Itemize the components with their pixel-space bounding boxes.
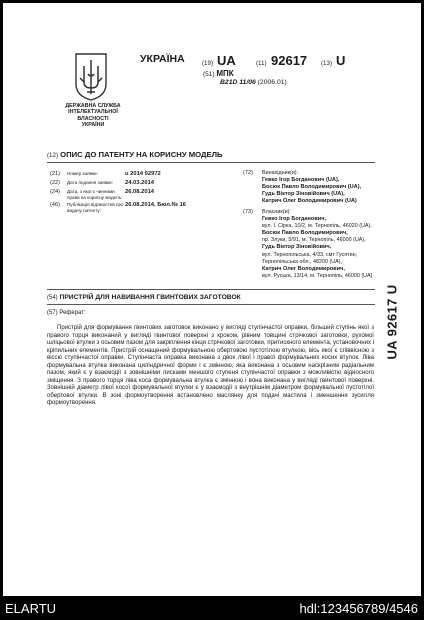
field-label: Дата подання заявки:: [67, 180, 113, 185]
field-code: (22): [50, 180, 60, 186]
owners-block: [243, 209, 378, 280]
agency-line: ІНТЕЛЕКТУАЛЬНОЇ: [68, 109, 118, 116]
code-12: (12): [47, 152, 59, 159]
abstract-text: Пристрій для формування гвинтових заготовок виконано у вигляді ступінчастої оправки, більший ступінь якої з правого торця виконаний у вигляді гвинтової поверхні з кроком, рівним товщині стрічкової заготовки, рухомої шліцьової втулки з осьовим пазом для закріплення кінця стрічкової заготовки, притискного елемента, установочних і кріпильних елементів. Пристрій оснащений формувальною обертовою пустотілою втулкою, вісь якої є співвісною з віссю ступінчастої оправки. Ступінчаста оправка виконана з двох лівої і правої формувальних косих втулок. Ліва формувальна втулка виконана циліндричної форми і є змінною, яка виконана з осьовим наскрізним радіальним пазом, який є у взаємодії з зовнішніми лисками меншого ступеня ступінчастої оправки з можливістю відносного зміщення. З правого торця ліва коса формувальна втулка є змінною і вона виконана у вигляді гвинтової поверхні. Зовнішній діаметр лівої косої формувальної втулки є у взаємодії з внутрішнім діаметром формувальної пустотілої обертової втулки. В зоні формоутворення встановлено маслянку для подачі мастила і зменшення зусилля формоутворення.: [47, 325, 374, 407]
owner-address: вул. Руська, 13/14, м. Тернопіль, 46000 (UA): [262, 272, 373, 279]
country-name: УКРАЇНА: [140, 53, 185, 65]
field-value: 26.08.2014: [125, 189, 155, 195]
code-13: (13): [321, 60, 333, 67]
field-row: [50, 202, 230, 213]
invention-title: [47, 294, 241, 301]
owner-name: Гевко Ігор Богданович,: [262, 216, 327, 223]
inventor-name: Гевко Ігор Богданович (UA),: [262, 177, 340, 184]
inventors-label: Винахідник(и):: [262, 170, 299, 176]
owner-name: Босюк Павло Володимирович,: [262, 230, 348, 237]
field-value: 24.03.2014: [125, 180, 155, 186]
divider: [47, 304, 375, 305]
owner-name: Гудь Віктор Зіновійович,: [262, 244, 332, 251]
ipc-class: B21D 11/06: [220, 79, 256, 86]
agency-line: УКРАЇНИ: [81, 121, 105, 128]
abstract-label: Реферат:: [59, 310, 86, 316]
kind-code: U: [336, 53, 346, 68]
owner-name: Катрич Олег Володимирович,: [262, 265, 345, 272]
side-label-text: UA 92617 U: [384, 284, 400, 360]
inventor-name: Гудь Віктор Зіновійович (UA),: [262, 191, 345, 198]
mpk-label: МПК: [216, 69, 234, 78]
bibliographic-fields: [50, 171, 230, 215]
owner-address: вул. І. Сірка, 10/2, м. Тернопіль, 46020 (UA),: [262, 223, 372, 230]
field-row: [50, 189, 230, 200]
patent-page: [3, 3, 421, 596]
owners-label: Власник(и):: [262, 209, 291, 215]
code-73: (73): [243, 209, 253, 215]
abstract-heading: [47, 310, 86, 316]
code-54: (54): [47, 295, 58, 301]
footer-handle: hdl:123456789/4546: [299, 601, 418, 616]
field-code: (21): [50, 171, 60, 177]
ipc-version: (2006.01): [257, 79, 287, 86]
field-row: [50, 171, 230, 178]
trident-coat-of-arms-icon: [74, 52, 108, 102]
owner-address: пр. Злуки, 5/91, м. Тернопіль, 46000 (UA),: [262, 237, 366, 244]
inventor-name: Катрич Олег Володимирович (UA): [262, 198, 357, 205]
document-title-text: ОПИС ДО ПАТЕНТУ НА КОРИСНУ МОДЕЛЬ: [60, 150, 223, 159]
code-72: (72): [243, 170, 253, 176]
field-label: Дата, з якої є чинними права на корисну модель:: [67, 189, 123, 200]
country-code: UA: [217, 53, 236, 68]
document-title: [47, 150, 223, 159]
field-row: [50, 180, 230, 187]
field-value: u 2014 02972: [125, 171, 161, 177]
inventor-name: Босюк Павло Володимирович (UA),: [262, 184, 362, 191]
inventors-block: [243, 170, 378, 205]
field-code: (46): [50, 202, 60, 209]
side-label: [378, 272, 406, 372]
field-code: (24): [50, 189, 60, 195]
agency-line: ДЕРЖАВНА СЛУЖБА: [65, 103, 121, 109]
divider: [47, 289, 375, 290]
owner-address: вул. Тернопільська, 4/33, смт Гусятин, Тернопільська обл., 48200 (UA),: [262, 251, 358, 265]
code-57: (57): [47, 310, 58, 316]
code-11: (11): [256, 60, 267, 67]
code-19: (19): [202, 60, 214, 67]
field-value: 26.08.2014, Бюл.№ 16: [125, 202, 187, 209]
patent-number: 92617: [271, 53, 308, 68]
agency-name: [51, 103, 135, 128]
field-label: Номер заявки:: [67, 171, 98, 176]
divider: [47, 162, 375, 163]
footer-bar: [0, 596, 424, 620]
footer-source: ELARTU: [5, 601, 57, 616]
agency-line: ВЛАСНОСТІ: [77, 115, 109, 122]
field-label: Публікація відомостей про видачу патенту:: [67, 202, 124, 213]
ipc-classification: [220, 79, 287, 86]
mpk-line: [203, 69, 234, 78]
code-51: (51): [203, 71, 215, 78]
invention-title-text: ПРИСТРІЙ ДЛЯ НАВИВАННЯ ГВИНТОВИХ ЗАГОТОВОК: [59, 294, 241, 301]
